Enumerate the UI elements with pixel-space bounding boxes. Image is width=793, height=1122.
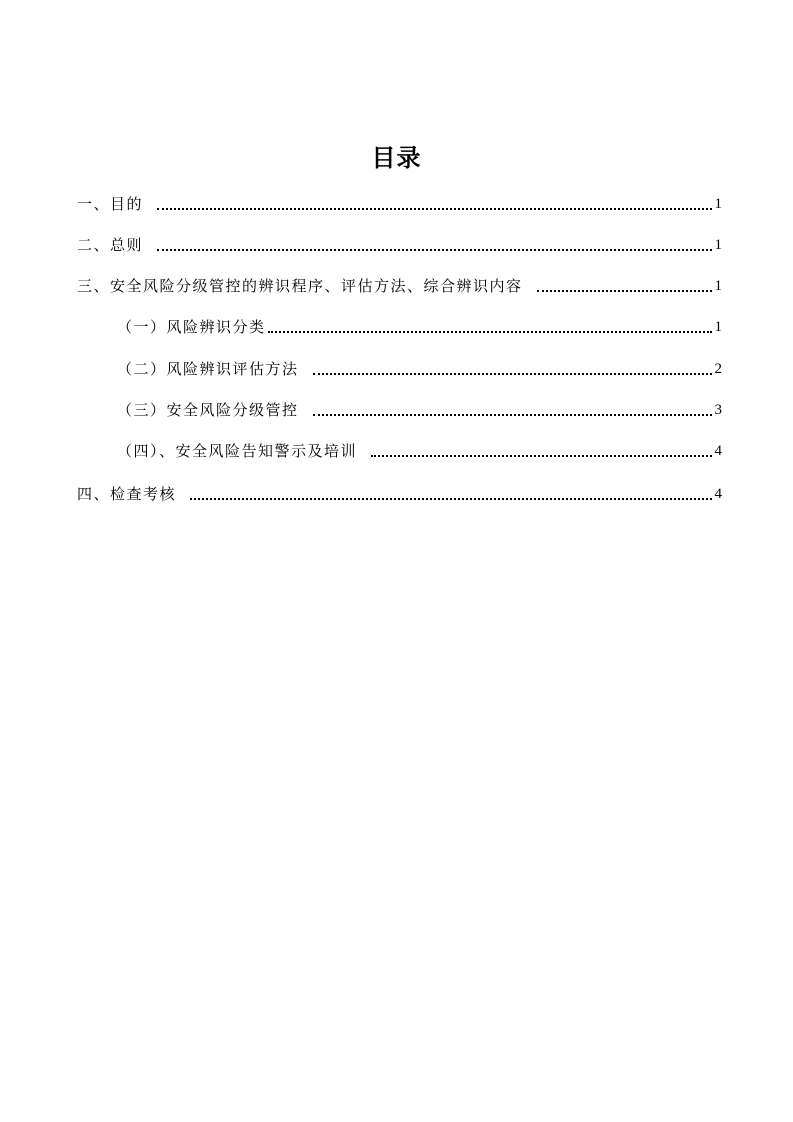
toc-page-number: 2 (714, 361, 722, 377)
toc-entry-text: （四）、安全风险告知警示及培训 (117, 442, 358, 460)
toc-dot-leader (268, 330, 712, 333)
toc-page-number: 1 (714, 319, 722, 335)
toc-page-number: 1 (714, 196, 722, 212)
toc-page-number: 3 (714, 402, 722, 418)
toc-entry-inspection[interactable] (77, 480, 722, 504)
toc-page-number: 1 (714, 278, 722, 294)
toc-entry-text: 二、总则 (77, 236, 144, 254)
toc-dot-leader (157, 248, 711, 251)
toc-entry-procedures[interactable] (77, 272, 722, 296)
toc-page-number: 4 (714, 443, 722, 459)
toc-entry-text: 四、检查考核 (77, 485, 177, 503)
toc-entry-text: （二）风险辨识评估方法 (117, 360, 299, 378)
toc-title: 目录 (371, 144, 422, 172)
toc-entry-purpose[interactable] (77, 190, 722, 214)
toc-dot-leader (190, 497, 711, 500)
toc-entry-general[interactable] (77, 231, 722, 255)
toc-dot-leader (537, 289, 712, 292)
toc-dot-leader (371, 454, 711, 457)
toc-entry-text: 三、安全风险分级管控的辨识程序、评估方法、综合辨识内容 (77, 277, 523, 295)
toc-entry-text: （一）风险辨识分类 (117, 318, 266, 336)
toc-entry-risk-classification[interactable] (117, 313, 722, 337)
toc-page-number: 1 (714, 237, 722, 253)
toc-page-number: 4 (714, 486, 722, 502)
toc-dot-leader (313, 413, 712, 416)
toc-entry-text: 一、目的 (77, 195, 144, 213)
toc-entry-text: （三）安全风险分级管控 (117, 401, 299, 419)
toc-entry-assessment-methods[interactable] (117, 355, 722, 379)
toc-dot-leader (157, 207, 711, 210)
toc-dot-leader (313, 372, 712, 375)
toc-entry-graded-control[interactable] (117, 396, 722, 420)
toc-entry-warning-training[interactable] (117, 437, 722, 461)
